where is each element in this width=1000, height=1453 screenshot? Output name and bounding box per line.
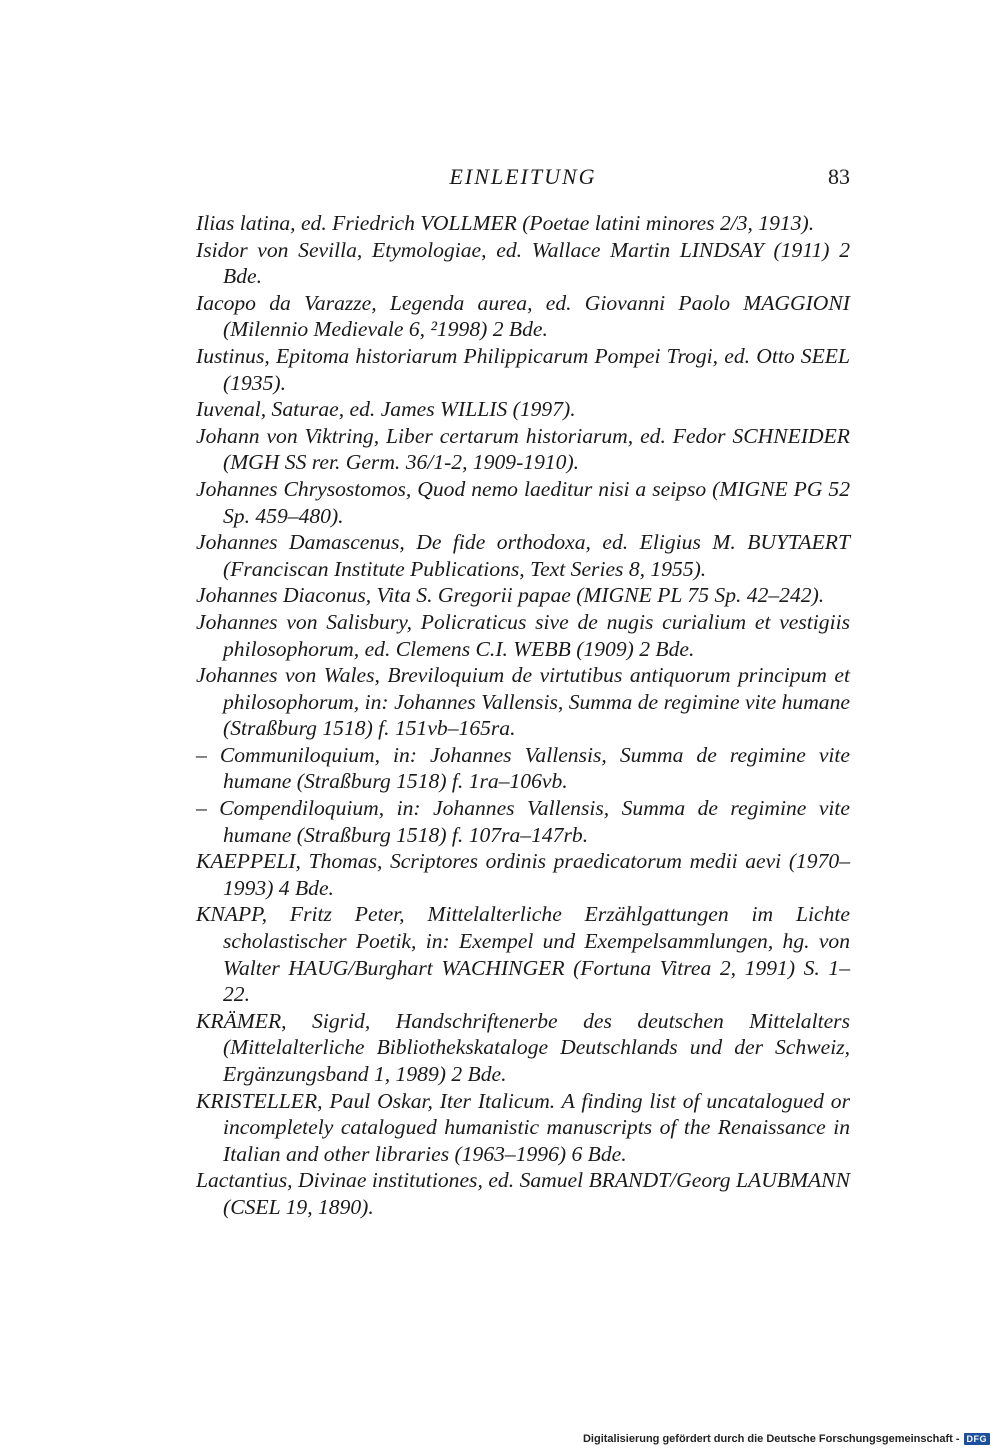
bibliography-entry: Ilias latina, ed. Friedrich VOLLMER (Poetae latini minores 2/3, 1913).: [196, 211, 815, 235]
bibliography-entry: Iacopo da Varazze, Legenda aurea, ed. Giovanni Paolo MAGGIONI (Milennio Medievale 6, ²1998) 2 Bde.: [196, 290, 850, 342]
footer-text: Digitalisierung gefördert durch die Deutsche Forschungsgemeinschaft -: [582, 1433, 960, 1445]
page-title: EINLEITUNG: [449, 164, 597, 189]
bibliography-entry: KAEPPELI, Thomas, Scriptores ordinis praedicatorum medii aevi (1970–1993) 4 Bde.: [196, 849, 850, 900]
bibliography-entry: Johannes Diaconus, Vita S. Gregorii papae (MIGNE PL 75 Sp. 42–242).: [196, 583, 825, 608]
bibliography-entry: Johannes Damascenus, De fide orthodoxa, ed. Eligius M. BUYTAERT (Franciscan Institute Publications, Text Series 8, 1955).: [196, 530, 850, 581]
bibliography-entry: Johannes von Wales, Breviloquium de virtutibus antiquorum principum et philosophorum, in: Johannes Vallensis, Summa de regimine vite humane (Straßburg 1518) f. 151vb–165ra.: [196, 663, 850, 741]
bibliography-entry: – Communiloquium, in: Johannes Vallensis, Summa de regimine vite humane (Straßburg 1518) f. 1ra–106vb.: [196, 742, 850, 794]
bibliography-entry: KRÄMER, Sigrid, Handschriftenerbe des deutschen Mittelalters (Mittelalterliche Bibliothekskataloge Deutschlands und der Schweiz, Ergänzungsband 1, 1989) 2 Bde.: [196, 1008, 850, 1086]
bibliography-list: [196, 210, 850, 1221]
page-number: 83: [828, 164, 850, 189]
bibliography-entry: Johannes Chrysostomos, Quod nemo laeditur nisi a seipso (MIGNE PG 52 Sp. 459–480).: [196, 476, 850, 528]
bibliography-entry: Johannes von Salisbury, Policraticus sive de nugis curialium et vestigiis philosophorum, ed. Clemens C.I. WEBB (1909) 2 Bde.: [196, 609, 850, 661]
bibliography-entry: Iuvenal, Saturae, ed. James WILLIS (1997).: [196, 397, 576, 422]
bibliography-entry: Isidor von Sevilla, Etymologiae, ed. Wallace Martin LINDSAY (1911) 2 Bde.: [196, 237, 850, 289]
running-head: [196, 162, 850, 196]
bibliography-entry: KNAPP, Fritz Peter, Mittelalterliche Erzählgattungen im Lichte scholastischer Poetik, in: Exempel und Exempelsammlungen, hg. von Walter HAUG/Burghart WACHINGER (Fortuna Vitrea 2, 1991) S. 1–22.: [196, 902, 850, 1007]
bibliography-entry: Iustinus, Epitoma historiarum Philippicarum Pompei Trogi, ed. Otto SEEL (1935).: [196, 343, 850, 395]
digitization-footer: [583, 1433, 990, 1445]
bibliography-entry: KRISTELLER, Paul Oskar, Iter Italicum. A finding list of uncatalogued or incompletely catalogued humanistic manuscripts of the Renaissance in Italian and other libraries (1963–1996) 6 Bde.: [196, 1088, 850, 1166]
bibliography-entry: – Compendiloquium, in: Johannes Vallensis, Summa de regimine vite humane (Straßburg 1518) f. 107ra–147rb.: [196, 796, 850, 847]
bibliography-entry: Lactantius, Divinae institutiones, ed. Samuel BRANDT/Georg LAUBMANN (CSEL 19, 1890).: [196, 1168, 850, 1219]
bibliography-entry: Johann von Viktring, Liber certarum historiarum, ed. Fedor SCHNEIDER (MGH SS rer. Germ. 36/1-2, 1909-1910).: [196, 423, 850, 475]
dfg-logo-icon: DFG: [964, 1433, 991, 1445]
